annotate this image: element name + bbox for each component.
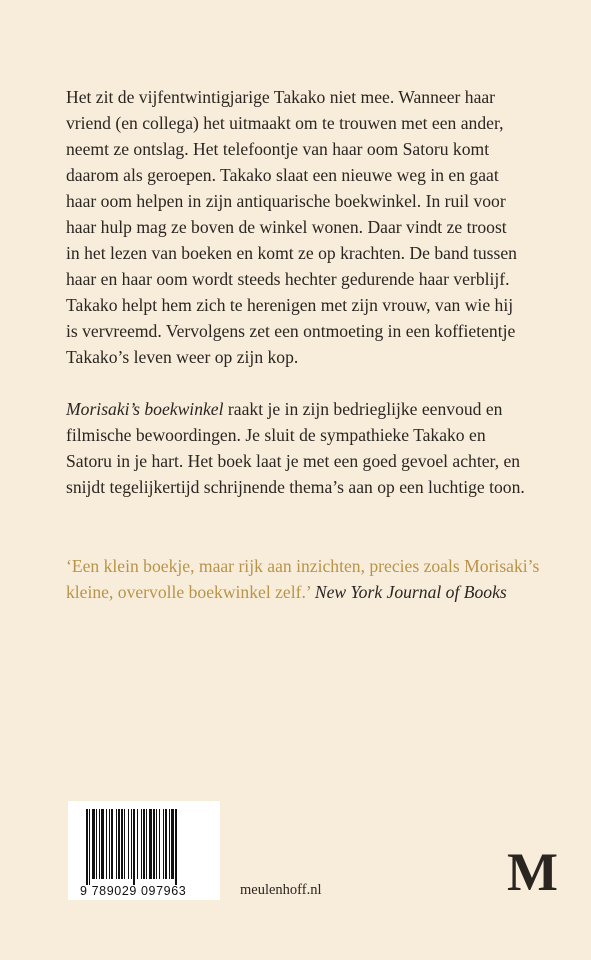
quote-line bbox=[66, 579, 536, 605]
barcode-bar bbox=[171, 809, 174, 879]
blurb-line-rest: raakt je in zijn bedrieglijke eenvoud en bbox=[223, 399, 503, 419]
publisher-logo: M bbox=[507, 842, 558, 902]
barcode-bar bbox=[96, 809, 97, 879]
blurb-line: Satoru in je hart. Het boek laat je met een goed gevoel achter, en bbox=[66, 451, 521, 471]
blurb-line: haar en haar oom wordt steeds hechter gedurende haar verblijf. bbox=[66, 269, 510, 289]
barcode-bar bbox=[149, 809, 152, 879]
blurb-line: haar oom helpen in zijn antiquarische boekwinkel. In ruil voor bbox=[66, 191, 506, 211]
book-title-italic: Morisaki’s boekwinkel bbox=[66, 399, 224, 419]
barcode-bar bbox=[156, 809, 157, 879]
blurb-line: is vervreemd. Vervolgens zet een ontmoeting in een koffietentje bbox=[66, 321, 516, 341]
barcode-bar bbox=[133, 809, 135, 885]
barcode-bar bbox=[137, 809, 138, 879]
barcode-bar bbox=[146, 809, 147, 879]
barcode-bar bbox=[92, 809, 95, 879]
barcode-bar bbox=[131, 809, 132, 879]
barcode-bar bbox=[165, 809, 167, 879]
blurb-line: filmische bewoordingen. Je sluit de sympathieke Takako en bbox=[66, 425, 486, 445]
barcode-bar bbox=[159, 809, 160, 879]
blurb-line: vriend (en collega) het uitmaakt om te trouwen met een ander, bbox=[66, 113, 504, 133]
barcode-bar bbox=[89, 809, 90, 885]
blurb-line: snijdt tegelijkertijd schrijnende thema’s aan op een luchtige toon. bbox=[66, 477, 525, 497]
blurb-line: Takako’s leven weer op zijn kop. bbox=[66, 347, 299, 367]
barcode-bar bbox=[121, 809, 123, 879]
review-quote bbox=[66, 553, 540, 605]
blurb-line: Takako helpt hem zich te herenigen met zijn vrouw, van wie hij bbox=[66, 295, 514, 315]
isbn-barcode bbox=[68, 801, 220, 900]
barcode-bar bbox=[86, 809, 88, 885]
barcode-bar bbox=[124, 809, 125, 879]
barcode-bar bbox=[106, 809, 107, 879]
barcode-bar bbox=[143, 809, 145, 879]
paragraph-gap bbox=[66, 370, 536, 396]
barcode-bar bbox=[169, 809, 170, 879]
barcode-bar bbox=[111, 809, 113, 879]
barcode-bar bbox=[118, 809, 120, 879]
barcode-bar bbox=[163, 809, 164, 879]
isbn-number: 9 789029 097963 bbox=[80, 884, 187, 898]
blurb-paragraph-2 bbox=[66, 396, 536, 500]
blurb-text bbox=[66, 84, 536, 500]
barcode-bar bbox=[101, 809, 104, 879]
blurb-line bbox=[66, 396, 536, 422]
blurb-line: daarom als geroepen. Takako slaat een nieuwe weg in en gaat bbox=[66, 165, 499, 185]
publisher-website: meulenhoff.nl bbox=[240, 882, 322, 898]
blurb-paragraph-1 bbox=[66, 84, 536, 370]
barcode-bar bbox=[109, 809, 110, 879]
blurb-line: in het lezen van boeken en komt ze op krachten. De band tussen bbox=[66, 243, 517, 263]
blurb-line: Het zit de vijfentwintigjarige Takako niet mee. Wanneer haar bbox=[66, 87, 496, 107]
quote-source: New York Journal of Books bbox=[314, 582, 507, 602]
barcode-bar bbox=[175, 809, 177, 885]
quote-line: ‘Een klein boekje, maar rijk aan inzichten, precies zoals Morisaki’s bbox=[66, 556, 540, 576]
barcode-bar bbox=[99, 809, 100, 879]
barcode-bar bbox=[141, 809, 142, 879]
barcode-bar bbox=[128, 809, 129, 879]
blurb-line: haar hulp mag ze boven de winkel wonen. Daar vindt ze troost bbox=[66, 217, 507, 237]
blurb-line: neemt ze ontslag. Het telefoontje van haar oom Satoru komt bbox=[66, 139, 490, 159]
quote-line-text: kleine, overvolle boekwinkel zelf.’ bbox=[66, 582, 315, 602]
barcode-bar bbox=[116, 809, 117, 879]
barcode-bar bbox=[153, 809, 155, 879]
